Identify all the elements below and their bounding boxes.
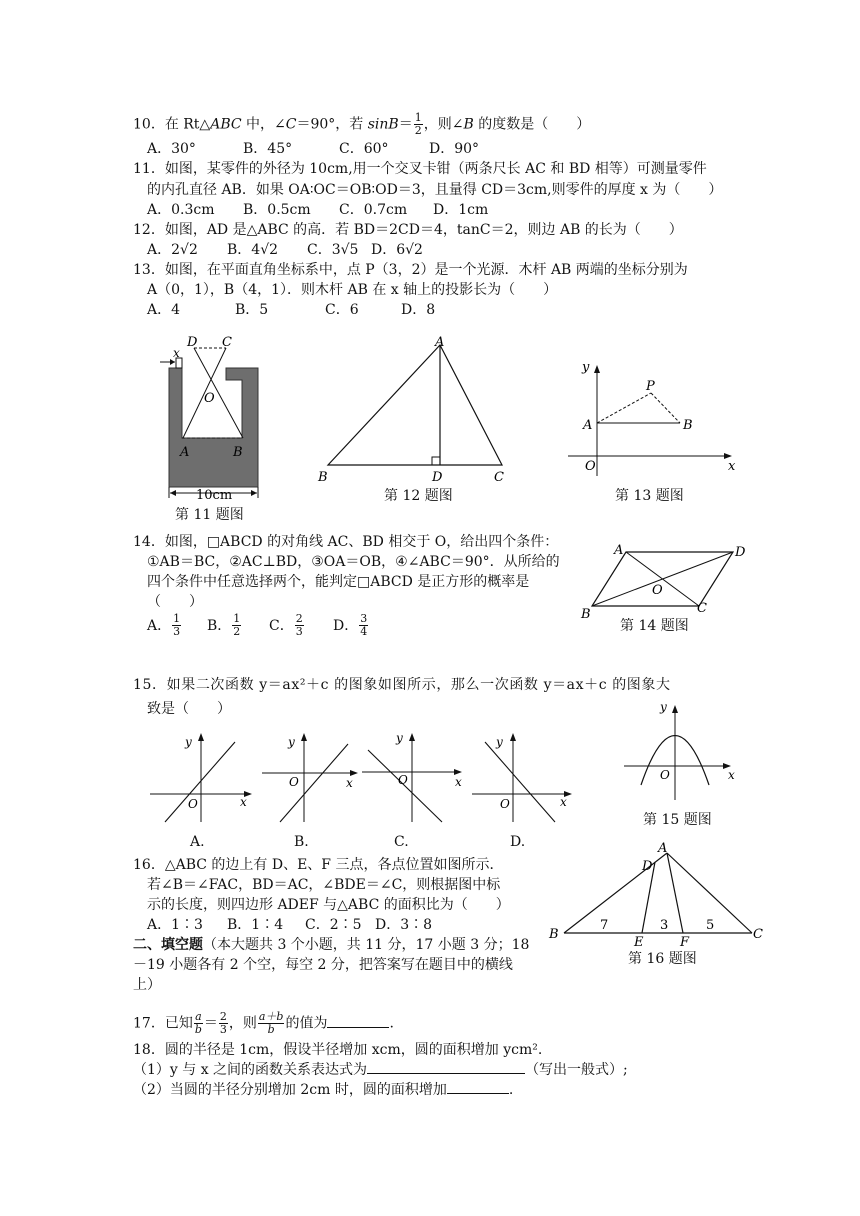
fig15-label-x: x [728,768,735,782]
q10-frac-num: 1 [414,111,422,124]
fig16-length-ef: 3 [660,918,669,933]
q18-sub2-answer-blank[interactable] [447,1081,509,1094]
q14-line1: 14．如图，□ABCD 的对角线 AC、BD 相交于 O，给出四个条件： [133,534,559,550]
q17-stem [133,1011,394,1036]
q18-line1: 18．圆的半径是 1cm，假设半径增加 xcm，圆的面积增加 ycm². [133,1042,543,1058]
q14-line3: 四个条件中任意选择两个，能判定□ABCD 是正方形的概率是 [147,574,530,590]
fig14-label-a: A [614,543,624,558]
q12-option-b[interactable]: B．4√2 [227,242,279,258]
fig12-right-angle [432,457,440,465]
q15-line1: 15．如果二次函数 y＝ax²＋c 的图象如图所示，那么一次函数 y＝ax＋c 的图象大 [133,677,671,693]
fig11-dim-arrow [170,490,176,496]
q18-sub1-text: （1）y 与 x 之间的函数关系表达式为 [133,1062,368,1078]
q10-option-d[interactable]: D．90° [429,141,480,157]
fig16-label-e: E [634,935,644,950]
q11-options [147,201,488,219]
q14-option-c-label: C． [269,617,294,634]
q17-eq: ＝ [203,1015,218,1032]
q16-line2: 若∠B＝∠FAC，BD＝AC，∠BDE＝∠C，则根据图中标 [147,877,501,893]
q17-frac-23-den: 3 [219,1023,227,1036]
q10-text: ＝90°，若 [296,116,368,133]
fig12-caption: 第 12 题图 [384,488,453,504]
q15-option-c[interactable]: C. [394,834,409,850]
q12-option-c[interactable]: C．3√5 [307,242,359,258]
fig12-diagram [315,333,515,483]
q15-option-graphs [148,728,608,828]
q15-graph-d-label-o: O [500,797,510,811]
q18-sub2-text: （2）当圆的半径分别增加 2cm 时，圆的面积增加 [133,1082,447,1098]
q10-text: ，则∠ [423,116,464,133]
q11-line1: 11．如图，某零件的外径为 10cm,用一个交叉卡钳（两条尺长 AC 和 BD 相等）可测量零件 [133,161,707,177]
q16-option-b[interactable]: B．1∶4 [227,917,284,933]
section2-desc3: 上） [133,977,161,993]
section2-line1 [133,936,529,954]
q17-frac-23-num: 2 [219,1010,227,1023]
q11-option-d[interactable]: D．1cm [433,202,489,218]
q15-graph-a[interactable] [150,733,252,822]
q10-c: C [285,116,297,133]
q12-options [147,241,423,259]
q10-abc: ABC [210,116,242,133]
q17-frac-ab [194,1011,203,1036]
q16-line3: 示的长度，则四边形 ADEF 与△ABC 的面积比为（ ） [147,897,510,913]
fig11-label-x: x [173,346,180,360]
fig16-caption: 第 16 题图 [628,951,697,967]
fig13-label-o: O [585,459,596,474]
q15-graph-a-line [165,742,235,822]
fig15-label-y: y [660,700,667,714]
q10-option-c[interactable]: C．60° [339,141,389,157]
fig11-label-b: B [233,445,243,460]
q15-graph-b-label-x: x [346,776,353,790]
q11-option-a[interactable]: A．0.3cm [147,202,215,218]
q14-option-b-label: B． [207,617,232,634]
q17-frac-sum [258,1011,285,1036]
q12-option-a[interactable]: A．2√2 [147,242,198,258]
q15-graph-a-label-x: x [240,795,247,809]
q10-text: 中，∠ [241,116,286,133]
q10-fraction [414,112,423,137]
fig15-y-arrow [672,705,678,713]
fig11-db-arm [194,348,243,438]
fig13-label-y: y [582,360,590,375]
fig15-caption: 第 15 题图 [643,812,712,828]
fig11-width-label: 10cm [196,488,233,503]
q13-option-c[interactable]: C．6 [325,302,359,318]
fig11-dim-arrow [251,490,257,496]
q14-option-d-den: 4 [360,625,368,638]
fig11-caption: 第 11 题图 [175,507,244,523]
q17-frac-23 [219,1011,228,1036]
fig13-caption: 第 13 题图 [615,488,684,504]
fig16-label-a: A [658,841,668,856]
q10-stem [133,112,590,137]
q14-line2: ①AB＝BC，②AC⊥BD，③OA＝OB，④∠ABC＝90°．从所给的 [147,554,560,570]
q10-eq: ＝ [398,116,413,133]
q15-graph-c-label-o: O [398,773,408,787]
fig12-label-c: C [494,470,504,485]
fig11-diagram [152,330,272,510]
q10-b: B [463,116,474,133]
q16-option-d[interactable]: D．3∶8 [375,917,433,933]
q13-option-b[interactable]: B．5 [235,302,269,318]
q15-graph-b-y-arrow [301,733,307,741]
q15-line2: 致是（ ） [147,701,231,717]
q15-graph-d-label-x: x [560,795,567,809]
q17-text: . [389,1015,394,1032]
q11-line2: 的内孔直径 AB．如果 OA∶OC＝OB∶OD＝3，且量得 CD＝3cm,则零件的厚度 x 为（ ） [147,182,723,198]
fig16-label-f: F [680,935,690,950]
q11-option-b[interactable]: B．0.5cm [243,202,311,218]
q15-graph-c-label-y: y [396,731,403,745]
q14-option-b-den: 2 [233,625,241,638]
fig13-ray-pa [597,393,651,423]
q13-option-a[interactable]: A．4 [147,302,181,318]
q16-line1: 16．△ABC 的边上有 D、E、F 三点，各点位置如图所示． [133,857,504,873]
fig13-label-b: B [683,418,693,433]
q15-graph-a-y-arrow [198,733,204,741]
q17-frac-ab-num: a [195,1010,202,1023]
q17-frac-ab-den: b [194,1023,202,1036]
q15-graph-a-label-y: y [185,735,192,749]
fig16-length-be: 7 [600,918,609,933]
fig12-label-b: B [318,470,328,485]
q14-line4: （ ） [147,594,203,610]
fig13-label-a: A [583,418,593,433]
fig13-ray-pb [651,393,680,423]
fig14-caption: 第 14 题图 [620,618,689,634]
q18-sub1-text: （写出一般式）; [525,1062,628,1078]
fig11-label-d: D [187,335,198,350]
q15-graph-b-label-y: y [288,735,295,749]
q14-option-b-num: 1 [233,612,241,625]
q15-option-a[interactable]: A. [190,834,205,850]
q15-graph-d[interactable] [472,733,572,822]
q10-frac-den: 2 [414,124,422,137]
fig11-label-a: A [180,445,190,460]
q15-graph-d-line [485,742,555,822]
q17-answer-blank[interactable] [327,1015,389,1028]
fig15-diagram [620,698,750,808]
q10-text: 的度数是（ ） [473,116,591,133]
q14-option-c-den: 3 [295,625,303,638]
fig14-label-b: B [581,607,591,622]
q13-line2: A（0，1），B（4，1）．则木杆 AB 在 x 轴上的投影长为（ ） [147,282,558,298]
q15-graph-b-label-o: O [289,775,299,789]
q10-sinb: sinB [367,116,399,133]
fig16-diagram [545,838,770,948]
fig16-length-fc: 5 [706,918,715,933]
q17-frac-sum-den: b [267,1023,275,1036]
fig14-diagram [578,540,768,620]
q13-option-d[interactable]: D．8 [401,302,436,318]
q18-sub2-text: . [508,1082,514,1098]
fig12-label-a: A [435,335,445,350]
q13-line1: 13．如图，在平面直角坐标系中，点 P（3，2）是一个光源．木杆 AB 两端的坐标分别为 [133,262,688,278]
fig12-label-d: D [432,470,443,485]
q15-option-b[interactable]: B. [294,834,309,850]
q14-option-a-num: 1 [173,612,181,625]
fig13-diagram [564,350,744,480]
q17-text: ，则 [228,1015,257,1032]
section2-desc2: －19 小题各有 2 个空，每空 2 分，把答案写在题目中的横线 [133,957,513,973]
q15-graph-d-y-arrow [510,733,516,741]
q11-option-c[interactable]: C．0.7cm [339,202,408,218]
q15-graph-c[interactable] [362,731,462,822]
fig13-label-x: x [728,459,736,474]
q15-graph-b[interactable] [262,733,358,822]
fig16-label-d: D [642,859,653,874]
q12-line1: 12．如图，AD 是△ABC 的高．若 BD＝2CD＝4，tanC＝2，则边 AB 的长为（ ） [133,222,683,238]
q14-option-b[interactable] [207,613,269,638]
fig14-label-c: C [697,601,707,616]
fig14-label-d: D [735,545,746,560]
fig16-label-c: C [753,927,763,942]
fig11-label-c: C [222,335,232,350]
q15-option-d[interactable]: D. [510,834,526,850]
q10-option-a[interactable]: A．30° [147,141,196,157]
section2-desc1: （本大题共 3 个小题，共 11 分，17 小题 3 分；18 [203,937,530,953]
fig15-label-o: O [660,768,670,782]
q12-option-d[interactable]: D．6√2 [371,242,423,258]
q14-option-d[interactable] [333,613,369,638]
q14-options [147,613,369,638]
q15-graph-c-y-arrow [409,733,415,741]
q10-options [147,140,479,158]
q14-option-c-num: 2 [295,612,303,625]
fig14-label-o: O [652,583,663,598]
q14-option-d-label: D． [333,617,359,634]
fig13-label-p: P [646,379,655,394]
q18-sub1-answer-blank[interactable] [367,1061,525,1074]
fig12-triangle [328,345,502,465]
q14-option-a[interactable] [147,613,207,638]
q10-text: 10．在 Rt△ [133,116,211,133]
q15-graph-a-label-o: O [188,797,198,811]
q16-options [147,916,432,934]
q16-option-c[interactable]: C．2∶5 [305,917,362,933]
q10-option-b[interactable]: B．45° [243,141,293,157]
q14-option-a-den: 3 [173,625,181,638]
q17-text: 17．已知 [133,1015,193,1032]
fig16-label-b: B [549,927,559,942]
q15-graph-c-label-x: x [455,775,462,789]
q17-text: 的值为 [285,1015,328,1032]
fig13-y-arrow [594,365,600,373]
q16-option-a[interactable]: A．1∶3 [147,917,203,933]
q17-frac-sum-num: a＋b [258,1010,284,1023]
q15-graph-d-label-y: y [496,735,503,749]
fig11-label-o: O [204,391,215,406]
section2-title: 二、填空题 [133,937,203,953]
q14-option-c[interactable] [269,613,333,638]
q18-sub2 [133,1081,513,1099]
q18-sub1 [133,1061,628,1079]
q14-option-d-num: 3 [360,612,368,625]
fig11-caliper-body [169,368,258,487]
q14-option-a-label: A． [147,617,172,634]
q13-options [147,301,435,319]
